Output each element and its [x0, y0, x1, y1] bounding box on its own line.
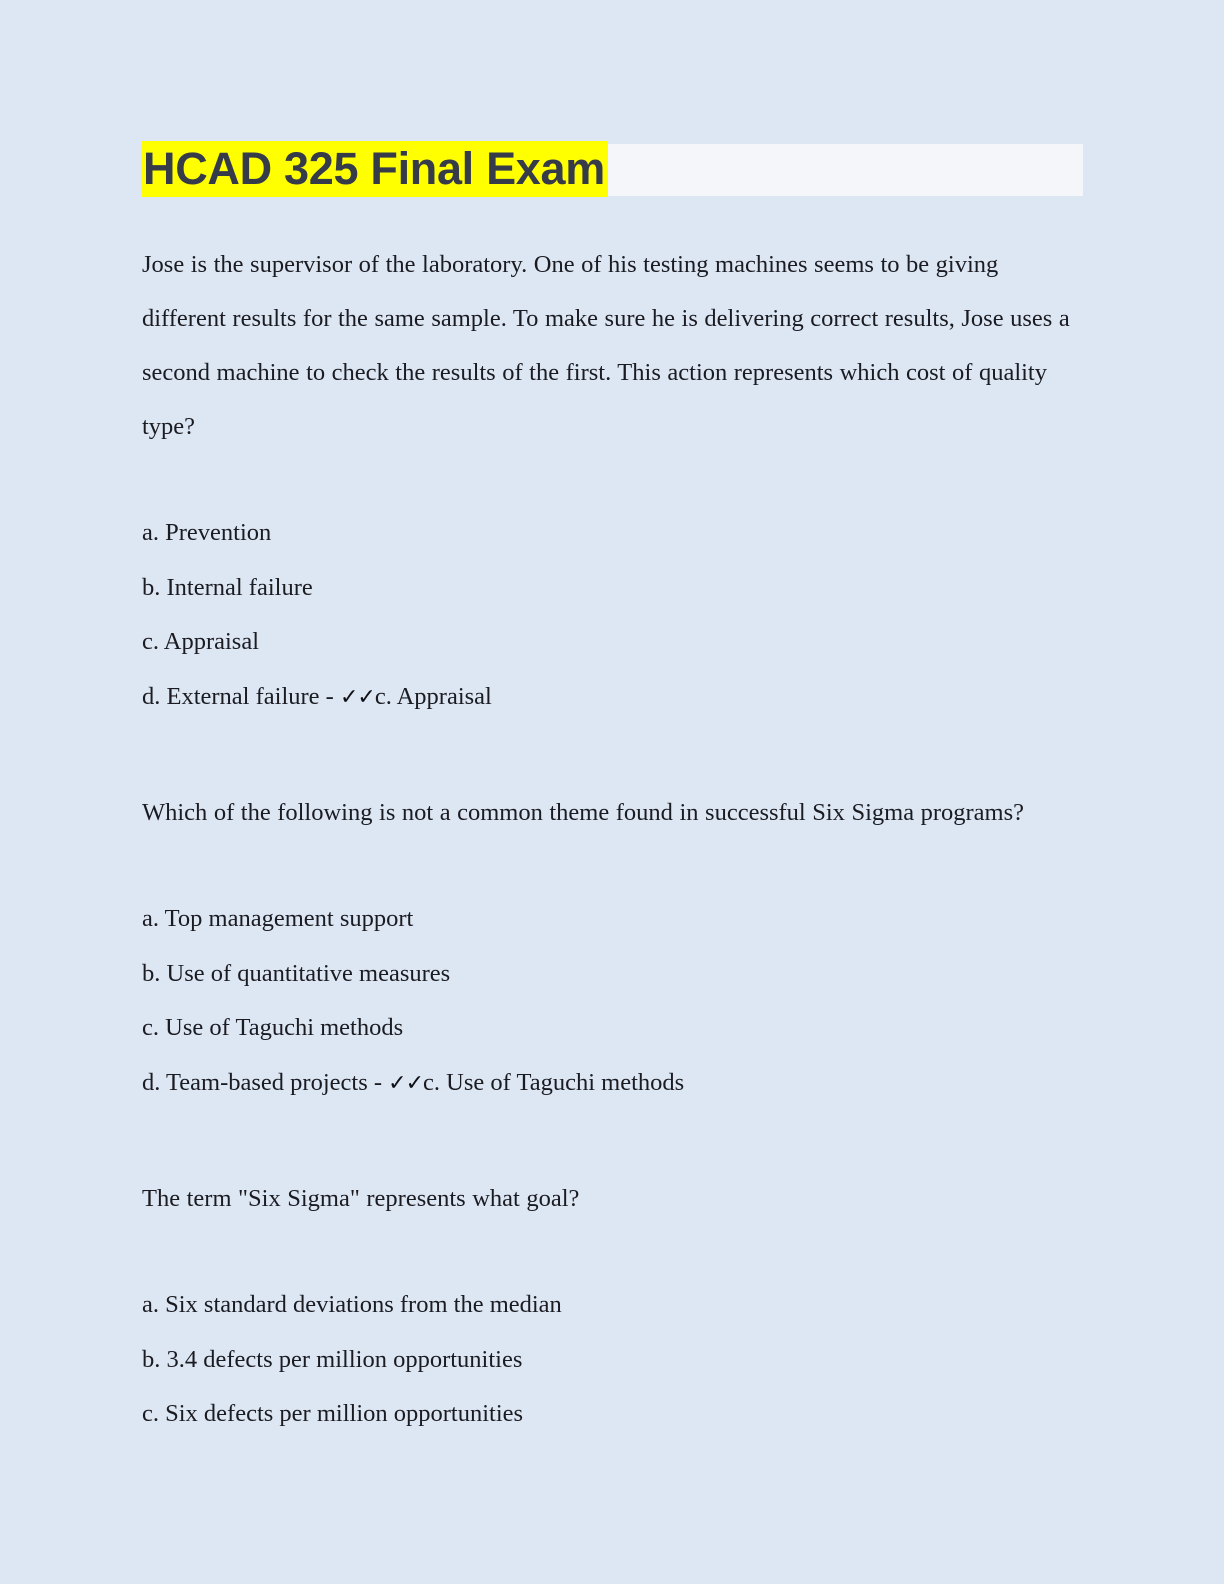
option-item[interactable]: b. 3.4 defects per million opportunities: [142, 1345, 523, 1373]
double-check-icon: ✓✓: [388, 1070, 424, 1096]
question-prompt-3: The term "Six Sigma" represents what goal?: [142, 1185, 580, 1212]
option-label: d. Team-based projects -: [142, 1068, 389, 1096]
spacer: [142, 454, 1077, 506]
option-item[interactable]: b. Use of quantitative measures: [142, 959, 451, 987]
spacer: [142, 1111, 1077, 1172]
exam-content: [142, 238, 1077, 1442]
spacer: [142, 840, 1077, 892]
answer-text: c. Appraisal: [374, 682, 492, 710]
question-block-2: [142, 786, 1077, 1111]
page-title-container: [141, 138, 1083, 200]
option-item[interactable]: a. Prevention: [142, 519, 272, 546]
option-list-1: [142, 506, 1077, 725]
double-check-icon: ✓✓: [339, 684, 375, 710]
question-block-3: [142, 1172, 1077, 1442]
spacer: [142, 1226, 1077, 1278]
option-item[interactable]: b. Internal failure: [142, 573, 313, 601]
option-item-answer[interactable]: [142, 670, 1077, 726]
option-item[interactable]: a. Top management support: [142, 905, 414, 932]
option-item-answer[interactable]: [142, 1056, 1077, 1112]
question-prompt-1: Jose is the supervisor of the laboratory. One of his testing machines seems to be giving different results for the same sample. To make sure he is delivering correct results, Jose uses a second machine to check the results of the first. This action represents which cost of quality type?: [142, 251, 1070, 440]
option-item[interactable]: c. Use of Taguchi methods: [142, 1014, 404, 1041]
page-title: HCAD 325 Final Exam: [141, 141, 608, 197]
spacer: [142, 725, 1077, 786]
option-list-3: [142, 1278, 1077, 1442]
answer-text: c. Use of Taguchi methods: [423, 1068, 685, 1096]
option-item[interactable]: c. Appraisal: [142, 628, 260, 655]
question-prompt-2: Which of the following is not a common theme found in successful Six Sigma programs?: [142, 799, 1025, 826]
option-item[interactable]: a. Six standard deviations from the median: [142, 1291, 562, 1318]
option-item[interactable]: c. Six defects per million opportunities: [142, 1400, 524, 1427]
option-list-2: [142, 892, 1077, 1111]
question-block-1: [142, 238, 1077, 725]
option-label: d. External failure -: [142, 682, 340, 710]
